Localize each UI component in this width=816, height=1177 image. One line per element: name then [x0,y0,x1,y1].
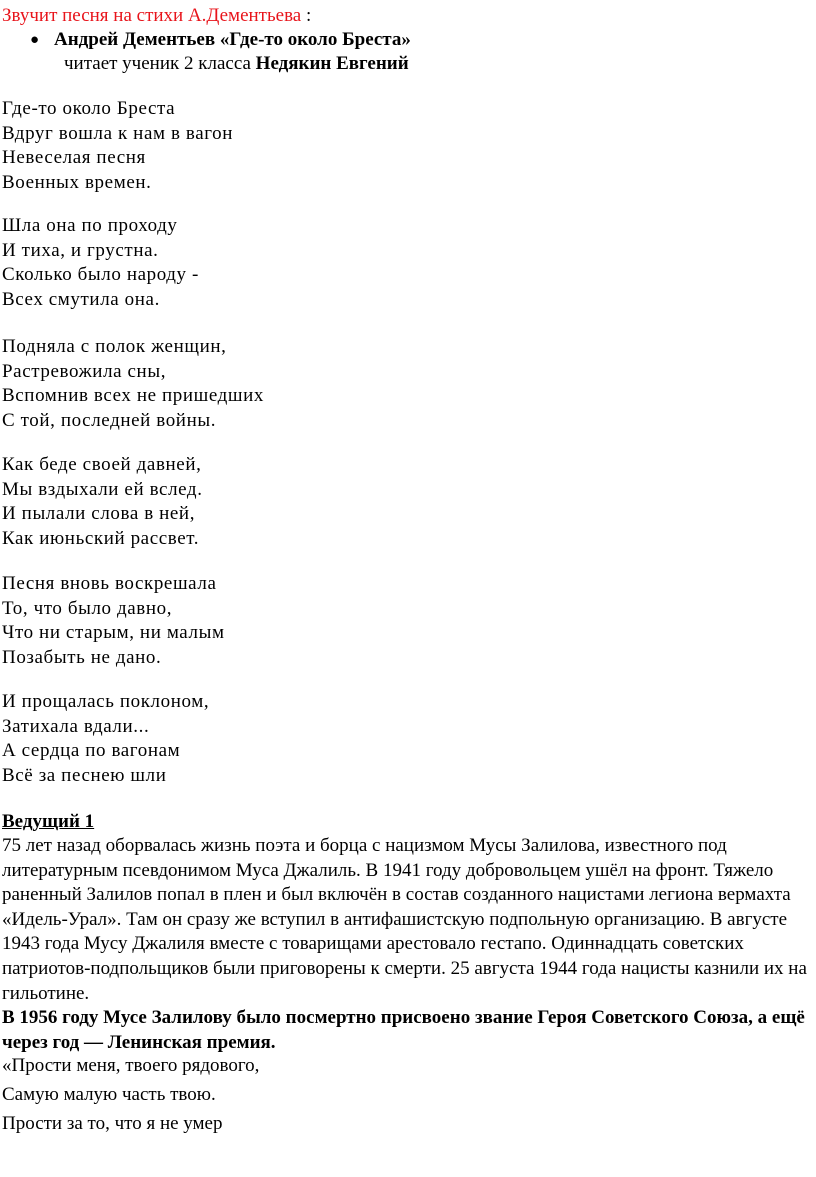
poem-stanza [2,453,203,551]
host-label: Ведущий 1 [2,811,95,832]
poem-line: Песня вновь воскрешала [2,573,217,594]
poem-line: Шла она по проходу [2,215,178,236]
announcement-colon: : [301,5,312,26]
poem-title: Андрей Дементьев «Где-то около Бреста» [54,29,411,50]
poem-line: Вспомнив всех не пришедших [2,385,265,406]
poem-line: Всех смутила она. [2,288,160,310]
poem-line: И пылали слова в ней, [2,503,196,524]
poem-line: Затихала вдали... [2,715,150,737]
quote-line: Самую малую часть твою. [2,1084,216,1105]
poem-line: Мы вздыхали ей вслед. [2,478,203,500]
poem-line: Сколько было народу - [2,264,199,285]
quote-line: Прости за то, что я не умер [2,1113,223,1134]
poem-line: Где-то около Бреста [2,98,176,119]
poem-line: А сердца по вагонам [2,740,181,761]
bullet-icon: ● [30,32,40,48]
song-announcement [2,4,311,28]
poem-line: Растревожила сны, [2,360,167,382]
poem-stanza [2,214,199,312]
poem-line: Как июньский рассвет. [2,527,200,549]
reader-line [64,52,409,76]
reader-name: Недякин Евгений [255,53,409,74]
poem-line: Позабыть не дано. [2,646,162,668]
poem-line: Подняла с полок женщин, [2,336,227,357]
song-announcement-text: Звучит песня на стихи А.Дементьева [2,5,302,26]
poem-line: И тиха, и грустна. [2,239,159,261]
poem-line: Что ни старым, ни малым [2,622,225,643]
poem-line: Вдруг вошла к нам в вагон [2,122,234,144]
poem-line: Невеселая песня [2,147,146,168]
quote-line: «Прости меня, твоего рядового, [2,1055,260,1076]
poem-line: Военных времен. [2,171,152,193]
poem-line: И прощалась поклоном, [2,691,210,712]
poem-line: Всё за песнею шли [2,764,167,786]
reader-prefix: читает ученик 2 класса [64,53,256,74]
poem-line: Как беде своей давней, [2,454,202,475]
poem-stanza [2,572,225,670]
host-paragraph: 75 лет назад оборвалась жизнь поэта и борца с нацизмом Мусы Залилова, известного под литературным псевдонимом Муса Джалиль. В 1941 году добровольцем ушёл на фронт. Тяжело раненный Залилов попал в плен и был включён в состав созданного нацистами легиона вермахта «Идель-Урал». Там он сразу же вступил в антифашистскую подпольную организацию. В августе 1943 года Мусу Джалиля вместе с товарищами арестовало гестапо. Одиннадцать советских патриотов-подпольщиков были приговорены к смерти. 25 августа 1944 года нацисты казнили их на гильотине. [2,835,807,1004]
poem-line: С той, последней войны. [2,409,217,431]
poem-stanza [2,97,233,195]
poem-stanza [2,690,209,788]
poem-line: То, что было давно, [2,597,173,619]
poem-stanza [2,335,264,433]
host-bold-paragraph: В 1956 году Мусе Залилову было посмертно присвоено звание Героя Советского Союза, а ещё через год — Ленинская премия. [2,1007,805,1053]
